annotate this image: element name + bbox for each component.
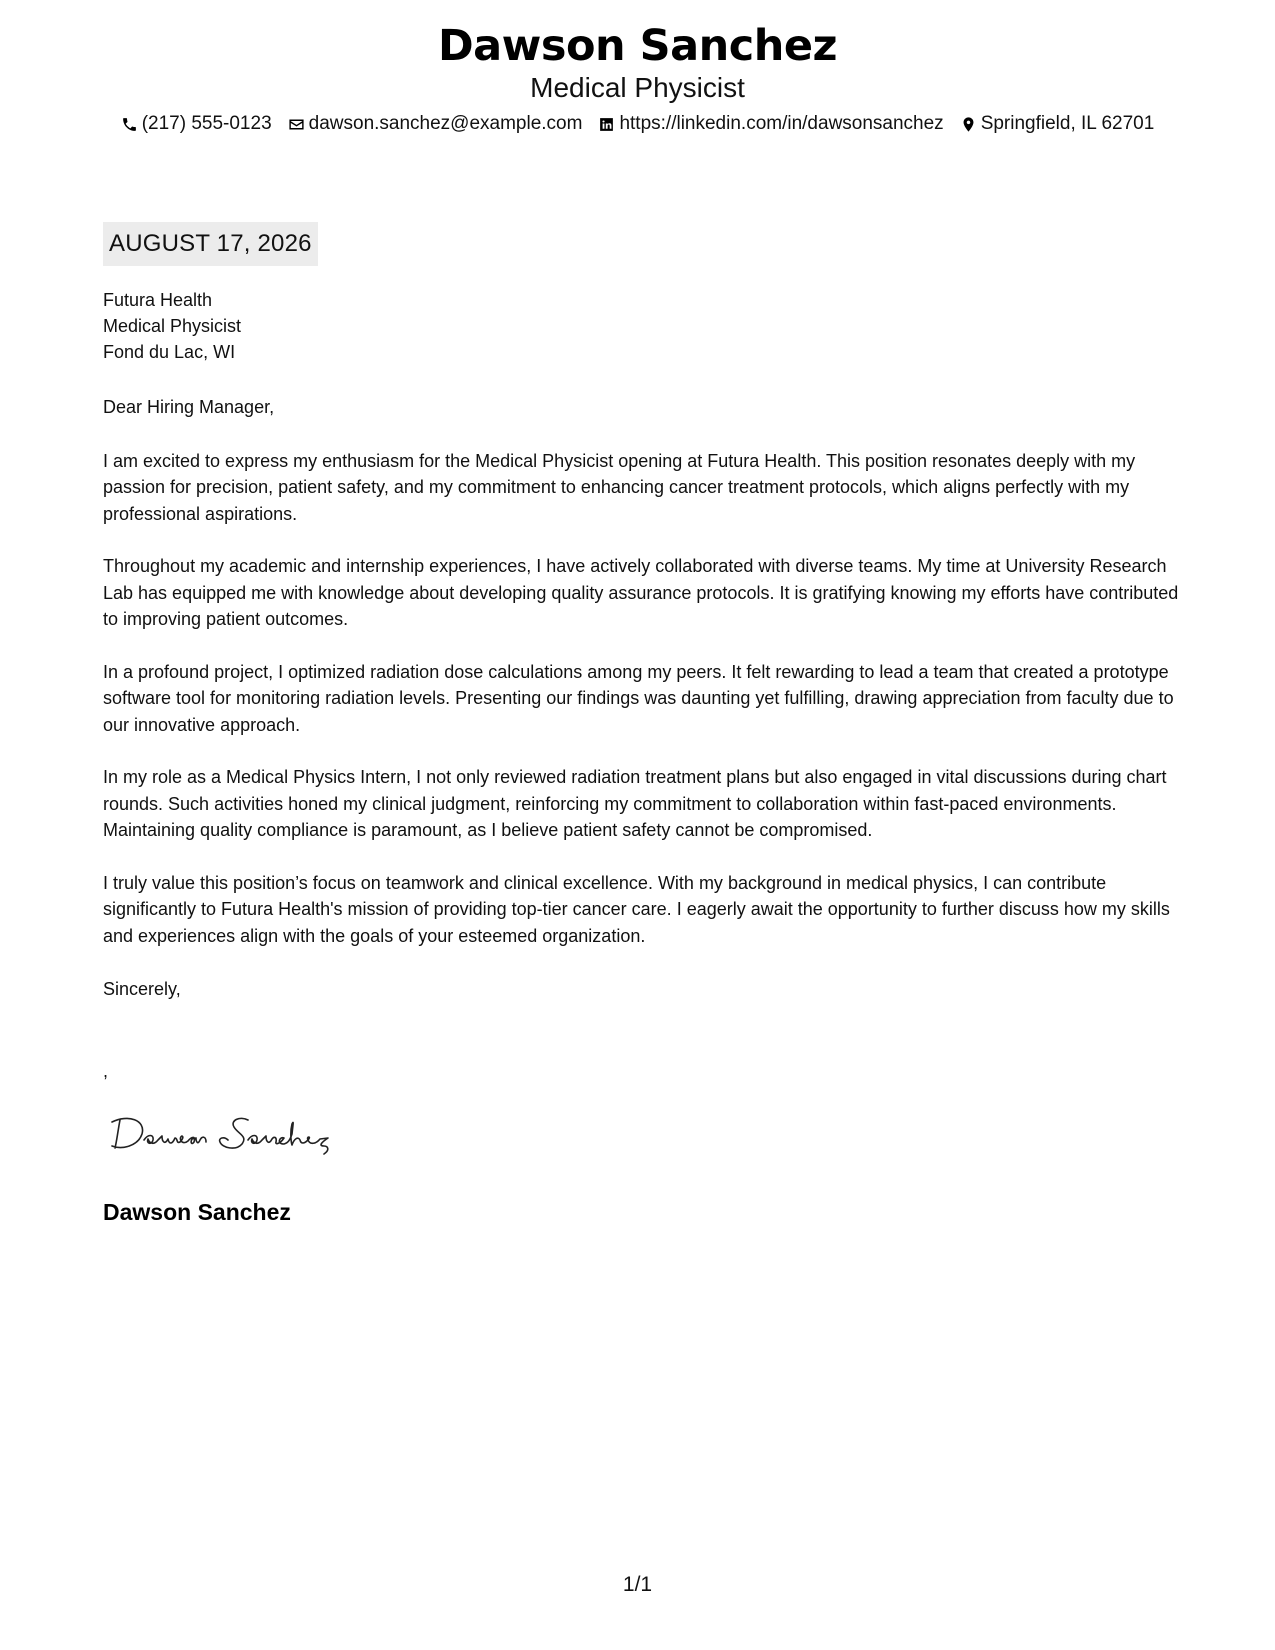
closing: Sincerely,	[103, 979, 181, 999]
email-link[interactable]: dawson.sanchez@example.com	[308, 113, 583, 134]
body-paragraph: In my role as a Medical Physics Intern, I not only reviewed radiation treatment plans but also engaged in vital discussions during chart rounds. Such activities honed my clinical judgment, reinforcing my commitment to collaboration within fast-paced environments. Maintaining quality compliance is paramount, as I believe patient safety cannot be compromised.	[103, 767, 1167, 840]
linkedin-link[interactable]: https://linkedin.com/in/dawsonsanchez	[619, 113, 944, 134]
comma-line: ,	[103, 1061, 109, 1081]
contact-phone	[121, 112, 272, 136]
phone-icon	[121, 116, 138, 133]
body-paragraph: Throughout my academic and internship experiences, I have actively collaborated with diverse teams. My time at University Research Lab has equipped me with knowledge about developing quality assurance protocols. It is gratifying knowing my efforts have contributed to improving patient outcomes.	[103, 556, 1179, 629]
handwritten-signature	[108, 1108, 358, 1161]
letter-body	[103, 394, 1183, 975]
location-text: Springfield, IL 62701	[980, 113, 1155, 134]
contact-bar	[0, 112, 1275, 136]
applicant-name: Dawson Sanchez	[437, 21, 838, 71]
letter-header	[0, 20, 1275, 104]
envelope-icon	[288, 116, 305, 133]
salutation: Dear Hiring Manager,	[103, 397, 275, 417]
linkedin-icon	[598, 116, 615, 133]
recipient-location: Fond du Lac, WI	[103, 342, 236, 362]
phone-text: (217) 555-0123	[141, 113, 272, 134]
contact-linkedin[interactable]	[598, 112, 943, 136]
body-paragraph: I am excited to express my enthusiasm for the Medical Physicist opening at Futura Health. This position resonates deeply with my passion for precision, patient safety, and my commitment to enhancing cancer treatment protocols, which aligns perfectly with my professional aspirations.	[103, 450, 1136, 524]
map-pin-icon	[960, 116, 977, 133]
signer-name: Dawson Sanchez	[103, 1199, 291, 1225]
recipient-block	[103, 287, 241, 365]
signature-graphic	[108, 1108, 358, 1156]
body-paragraph: I truly value this position’s focus on teamwork and clinical excellence. With my background in medical physics, I can contribute significantly to Futura Health's mission of providing top-tier cancer care. I eagerly await the opportunity to further discuss how my skills and experiences align with the goals of your esteemed organization.	[103, 872, 1170, 946]
recipient-position: Medical Physicist	[103, 316, 242, 336]
contact-location	[960, 112, 1155, 136]
body-paragraph: In a profound project, I optimized radiation dose calculations among my peers. It felt rewarding to lead a team that created a prototype software tool for monitoring radiation levels. Presenting our findings was daunting yet fulfilling, drawing appreciation from faculty due to our innovative approach.	[103, 661, 1174, 735]
letter-date: AUGUST 17, 2026	[103, 222, 318, 266]
recipient-company: Futura Health	[103, 290, 213, 310]
contact-email[interactable]	[288, 112, 583, 136]
page-number: 1/1	[622, 1573, 653, 1596]
applicant-title: Medical Physicist	[530, 72, 745, 103]
